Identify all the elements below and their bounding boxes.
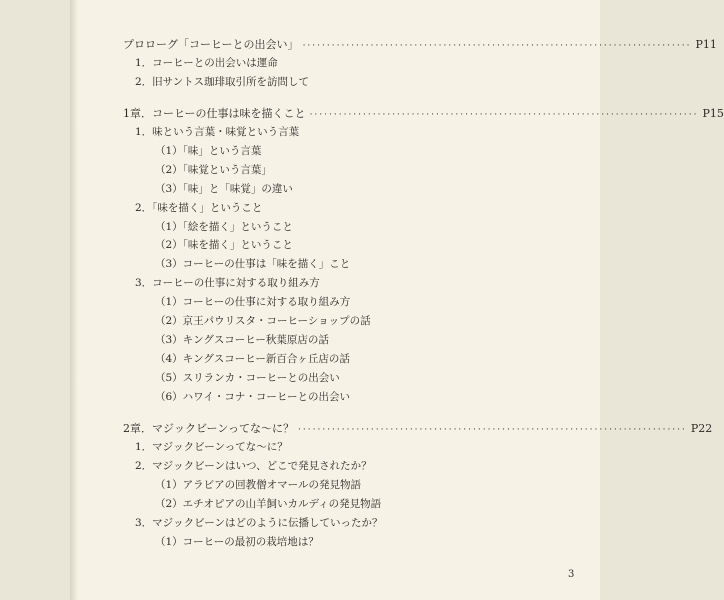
section-entry: 2．「味を描く」ということ bbox=[135, 201, 263, 214]
book-page bbox=[78, 0, 724, 600]
subsection-entry: （2）京王パウリスタ・コーヒーショップの話 bbox=[155, 315, 371, 327]
subsection-entry: （2）「味覚という言葉」 bbox=[155, 163, 272, 176]
section-entry: 1．マジックビーンってな〜に？ bbox=[135, 441, 288, 453]
subsection-entry: （5）スリランカ・コーヒーとの出会い bbox=[155, 371, 340, 384]
section-entry: 2．マジックビーンはいつ、どこで発見されたか？ bbox=[135, 459, 372, 472]
subsection-entry: （1）「味」という言葉 bbox=[155, 144, 262, 157]
section-entry: 1．味という言葉・味覚という言葉 bbox=[135, 126, 300, 138]
subsection-entry: （6）ハワイ・コナ・コーヒーとの出会い bbox=[155, 390, 350, 403]
subsection-entry: （1）コーヒーの最初の栽培地は？ bbox=[155, 535, 319, 548]
chapter-title: プロローグ「コーヒーとの出会い」 bbox=[123, 38, 299, 51]
subsection-entry: （4）キングスコーヒー新百合ヶ丘店の話 bbox=[155, 352, 350, 365]
section-entry: 3．コーヒーの仕事に対する取り組み方 bbox=[135, 277, 320, 290]
page-gutter bbox=[70, 0, 78, 600]
subsection-entry: （3）「味」と「味覚」の違い bbox=[155, 182, 293, 195]
section-entry: 3．マジックビーンはどのように伝播していったか？ bbox=[135, 516, 383, 529]
chapter-heading bbox=[123, 107, 724, 122]
chapter-page-number: P15 bbox=[702, 107, 724, 120]
subsection-entry: （2）エチオピアの山羊飼いカルディの発見物語 bbox=[155, 497, 382, 510]
chapter-page-number: P22 bbox=[690, 422, 713, 435]
subsection-entry: （1）アラビアの回教僧オマールの発見物語 bbox=[155, 478, 361, 491]
leader-dots: ················································································ bbox=[298, 425, 687, 435]
subsection-entry: （1）コーヒーの仕事に対する取り組み方 bbox=[155, 296, 351, 309]
chapter-title: 2章．マジックビーンってな〜に？ bbox=[123, 422, 295, 435]
chapter-heading bbox=[123, 422, 713, 437]
chapter-heading bbox=[123, 38, 717, 53]
chapter-page-number: P11 bbox=[695, 38, 717, 51]
chapter-title: 1章．コーヒーの仕事は味を描くこと bbox=[123, 107, 306, 120]
section-entry: 2．旧サントス珈琲取引所を訪問して bbox=[135, 75, 310, 88]
subsection-entry: （1）「絵を描く」ということ bbox=[155, 220, 293, 233]
leader-dots: ················································································ bbox=[309, 110, 699, 120]
page-number: 3 bbox=[568, 569, 575, 580]
subsection-entry: （3）キングスコーヒー秋葉原店の話 bbox=[155, 333, 329, 346]
section-entry: 1．コーヒーとの出会いは運命 bbox=[135, 57, 278, 69]
subsection-entry: （3）コーヒーの仕事は「味を描く」こと bbox=[155, 258, 351, 271]
subsection-entry: （2）「味を描く」ということ bbox=[155, 239, 293, 252]
leader-dots: ················································································ bbox=[302, 41, 692, 51]
